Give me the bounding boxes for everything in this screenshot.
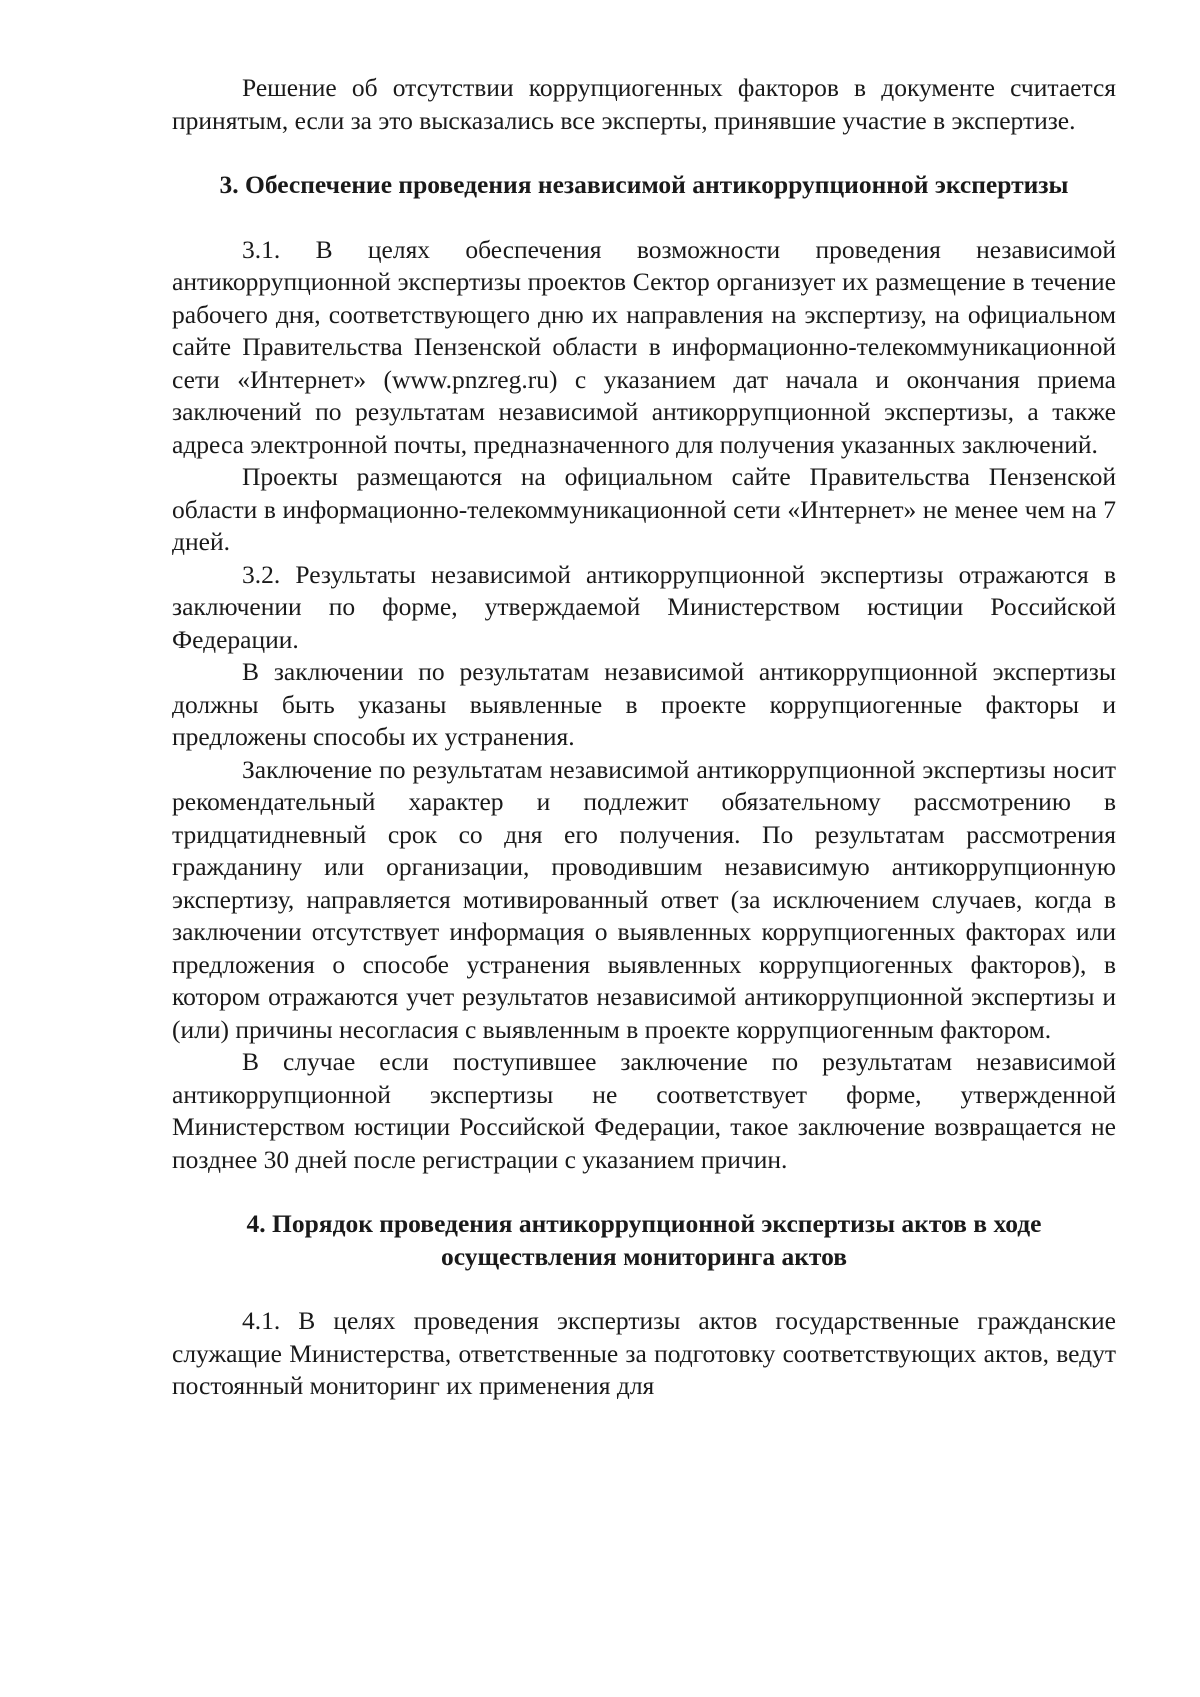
intro-paragraph: Решение об отсутствии коррупциогенных факторов в документе считается принятым, если за это высказались все эксперты, принявшие участие в экспертизе. — [172, 73, 1116, 135]
section-3-heading: 3. Обеспечение проведения независимой антикоррупционной экспертизы — [219, 170, 1069, 199]
document-page — [172, 72, 1116, 1403]
paragraph-3-1-placement: Проекты размещаются на официальном сайте Правительства Пензенской области в информационно-телекоммуникационной сети «Интернет» не менее чем на 7 дней. — [172, 462, 1116, 556]
paragraph-3-2: 3.2. Результаты независимой антикоррупционной экспертизы отражаются в заключении по форме, утверждаемой Министерством юстиции Российской Федерации. — [172, 559, 1116, 654]
section-4-heading: 4. Порядок проведения антикоррупционной экспертизы актов в ходе осуществления мониторинга актов — [246, 1209, 1042, 1271]
paragraph-3-2-conclusion-review: Заключение по результатам независимой антикоррупционной экспертизы носит рекомендательный характер и подлежит обязательному рассмотрению в тридцатидневный срок со дня его получения. По результатам рассмотрения гражданину или организации, проводившим независимую антикоррупционную экспертизу, направляется мотивированный ответ (за исключением случаев, когда в заключении отсутствует информация о выявленных коррупциогенных факторах или предложения о способе устранения выявленных коррупциогенных факторов), в котором отражаются учет результатов независимой антикоррупционной экспертизы и (или) причины несогласия с выявленным в проекте коррупциогенным фактором. — [172, 754, 1116, 1044]
paragraph-3-2-conclusion-return: В случае если поступившее заключение по результатам независимой антикоррупционной экспертизы не соответствует форме, утвержденной Министерством юстиции Российской Федерации, такое заключение возвращается не позднее 30 дней после регистрации с указанием причин. — [172, 1047, 1116, 1174]
section-3-body — [172, 234, 1116, 1177]
section-4-body — [172, 1305, 1116, 1403]
paragraph-3-2-conclusion-content: В заключении по результатам независимой антикоррупционной экспертизы должны быть указаны выявленные в проекте коррупциогенные факторы и предложены способы их устранения. — [172, 657, 1116, 751]
paragraph-3-1: 3.1. В целях обеспечения возможности проведения независимой антикоррупционной экспертизы проектов Сектор организует их размещение в течение рабочего дня, соответствующего дню их направления на экспертизу, на официальном сайте Правительства Пензенской области в информационно-телекоммуникационной сети «Интернет» (www.pnzreg.ru) с указанием дат начала и окончания приема заключений по результатам независимой антикоррупционной экспертизы, а также адреса электронной почты, предназначенного для получения указанных заключений. — [172, 234, 1116, 459]
paragraph-4-1: 4.1. В целях проведения экспертизы актов государственные гражданские служащие Министерства, ответственные за подготовку соответствующих актов, ведут постоянный мониторинг их применения для — [172, 1306, 1116, 1400]
